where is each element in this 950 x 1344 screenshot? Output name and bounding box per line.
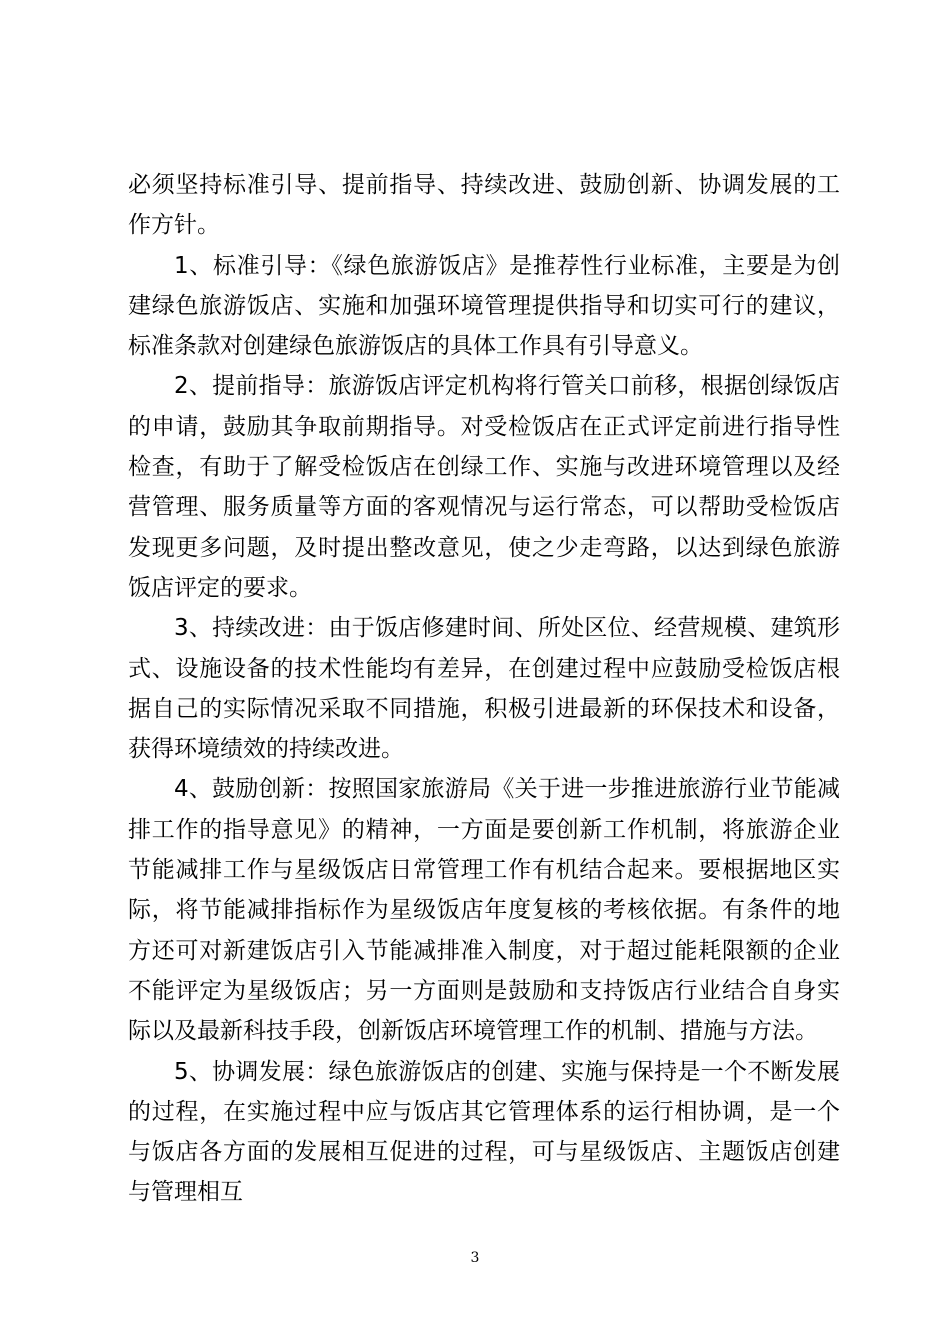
paragraph-continuous-improvement: 3、持续改进：由于饭店修建时间、所处区位、经营规模、建筑形式、设施设备的技术性能均有差异，在创建过程中应鼓励受检饭店根据自己的实际情况采取不同措施，积极引进最新的环保技术和设备，获得环境绩效的持续改进。 xyxy=(128,615,840,763)
paragraph-standard-guidance: 1、标准引导：《绿色旅游饭店》是推荐性行业标准，主要是为创建绿色旅游饭店、实施和加强环境管理提供指导和切实可行的建议，标准条款对创建绿色旅游饭店的具体工作具有引导意义。 xyxy=(128,252,840,360)
paragraph-continuation: 必须坚持标准引导、提前指导、持续改进、鼓励创新、协调发展的工作方针。 xyxy=(128,172,840,239)
paragraph-encourage-innovation: 4、鼓励创新：按照国家旅游局《关于进一步推进旅游行业节能减排工作的指导意见》的精神，一方面是要创新工作机制，将旅游企业节能减排工作与星级饭店日常管理工作有机结合起来。要根据地区实际，将节能减排指标作为星级饭店年度复核的考核依据。有条件的地方还可对新建饭店引入节能减排准入制度，对于超过能耗限额的企业不能评定为星级饭店；另一方面则是鼓励和支持饭店行业结合自身实际以及最新科技手段，创新饭店环境管理工作的机制、措施与方法。 xyxy=(128,776,840,1045)
paragraph-advance-guidance: 2、提前指导：旅游饭店评定机构将行管关口前移，根据创绿饭店的申请，鼓励其争取前期指导。对受检饭店在正式评定前进行指导性检查，有助于了解受检饭店在创绿工作、实施与改进环境管理以及经营管理、服务质量等方面的客观情况与运行常态，可以帮助受检饭店发现更多问题，及时提出整改意见，使之少走弯路，以达到绿色旅游饭店评定的要求。 xyxy=(128,373,840,601)
page-number: 3 xyxy=(470,1250,480,1266)
paragraph-coordinated-development: 5、协调发展：绿色旅游饭店的创建、实施与保持是一个不断发展的过程，在实施过程中应与饭店其它管理体系的运行相协调，是一个与饭店各方面的发展相互促进的过程，可与星级饭店、主题饭店创建与管理相互 xyxy=(128,1058,840,1206)
body-text xyxy=(128,165,840,1213)
